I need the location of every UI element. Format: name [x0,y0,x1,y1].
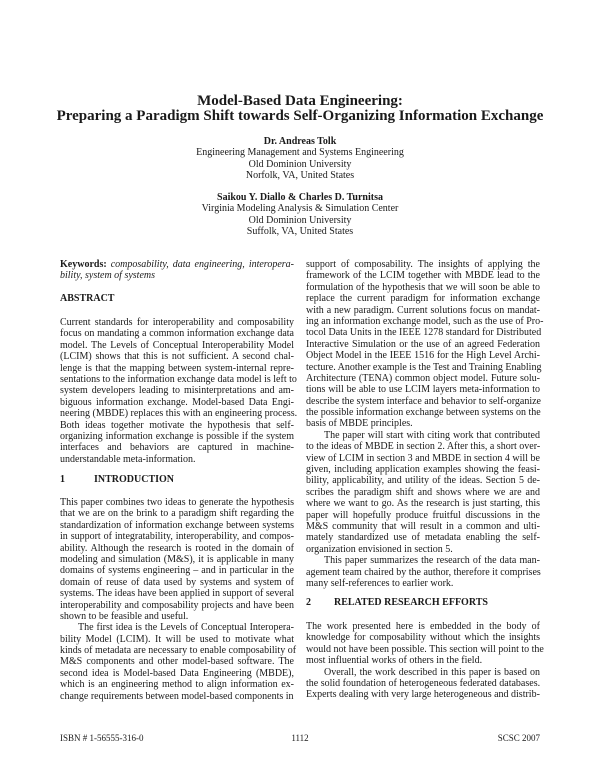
text-line: lenge is that the mapping between system-internal repre- [60,362,294,374]
text-line: This paper summarizes the research of the data man- [324,555,540,567]
section-title: RELATED RESEARCH EFFORTS [334,597,488,608]
text-line: organizing information exchange is possible if the system [60,430,294,442]
text-line: would not have been possible. This section will point to the [306,643,544,655]
text-line: M&S community that will result in a common and ulti- [306,520,540,532]
text-line: agement team chaired by the author, therefore it comprises [306,566,541,578]
keywords-text: bility, system of systems [60,270,155,282]
author-affiliation: Suffolk, VA, United States [246,225,354,237]
text-line: tocol Data Units in the IEEE 1278 standard for Distributed [306,327,542,339]
text-line: Experts dealing with very large heterogeneous and distrib- [306,689,540,701]
text-line: that we are on the brink to a paradigm shift regarding the [60,508,294,520]
abstract-heading: ABSTRACT [60,293,115,304]
text-line: neering (MBDE) replaces this with an engineering process. [60,408,298,420]
section-1-body-continued [306,259,544,589]
text-line: organization envisioned in section 5. [306,543,453,555]
text-line: which is an engineering method to align information ex- [60,679,294,691]
section-number: 1 [60,474,65,485]
section-1-heading [60,474,294,485]
text-line: focus on mandating a common information exchange data [60,328,294,340]
text-line: The paper will start with citing work that contributed [324,429,540,441]
text-line: bility Model (LCIM). It will be used to motivate what [60,633,294,645]
text-line: kinds of metadata are necessary to enable composability of [60,645,297,657]
text-line: change requirements between model-based components in [60,690,294,702]
text-line: ability. Although the research is rooted in the domain of [60,542,294,554]
author-name: Dr. Andreas Tolk [263,136,337,147]
title-line: Preparing a Paradigm Shift towards Self-Organizing Information Exchange [56,108,544,124]
section-1-body [60,497,297,702]
section-number: 2 [306,597,311,608]
text-line: in support of integratability, interoperability, and compos- [60,531,294,543]
text-line: model. The Levels of Conceptual Interoperability Model [60,339,294,351]
text-line: the solid foundation of heterogeneous federated databases. [306,677,541,689]
text-line: framework of the LCIM together with MBDE lead to the [306,270,540,282]
text-line: knowledge for composability without which the insights [306,632,540,644]
keywords-text: composability, data engineering, interopera- [110,259,294,270]
text-line: standardization of information exchange between systems [60,519,294,531]
author-affiliation: Engineering Management and Systems Engineering [196,147,404,159]
text-line: given, including application examples showing the feasi- [306,464,540,476]
text-line: the possible information exchange between systems on the [306,407,541,419]
text-line: replace the current paradigm for information exchange [306,293,540,305]
text-line: where we want to go. As the research is just starting, this [306,498,540,510]
text-line: The work presented here is embedded in the body of [306,621,540,632]
text-line: bility, applicability, and utility of the ideas. Section 5 de- [306,475,540,487]
author-affiliation: Virginia Modeling Analysis & Simulation Center [201,203,399,215]
text-line: domains of systems engineering – and in particular in the [60,565,294,577]
text-line: Overall, the work described in this paper is based on [324,666,540,678]
text-line: most influential works of others in the field. [306,655,483,667]
keywords [60,259,294,282]
text-line: tions will be able to use LCIM layers meta-information to [306,384,540,396]
text-line: Architecture (TENA) common object model. Future solu- [306,372,540,384]
text-line: formulation of the hypothesis that we will soon be able to [306,281,540,293]
text-line: (LCIM) shows that this is not sufficient. A second chal- [60,351,294,363]
text-line: shown to be feasible and useful. [60,610,189,622]
section-title: INTRODUCTION [94,474,175,485]
text-line: Current standards for interoperability and composability [60,317,294,328]
footer-conference: SCSC 2007 [497,733,540,743]
text-line: describe the system interface and behavior to self-organize [306,395,541,407]
text-line: view of LCIM in section 3 and MBDE in section 4 will be [306,452,540,464]
text-line: interfaces and behaviors are captured in machine- [60,442,294,454]
text-line: basis of MBDE principles. [306,418,413,430]
paper-title [0,94,600,124]
text-line: mately standardized use of metadata enabling the self- [306,532,540,544]
text-line: tecture. Another example is the Test and Training Enabling [306,361,542,373]
text-line: many self-references to earlier work. [306,577,454,589]
text-line: This paper combines two ideas to generate the hypothesis [60,497,294,508]
text-line: ing an information exchange model, such as the use of Pro- [306,315,544,327]
text-line: system developers leading to misinterpretations and am- [60,385,294,397]
text-line: Object Model in the IEEE 1516 for the High Level Archi- [306,350,540,362]
text-line: systems. The ideas have been applied in support of several [60,588,295,600]
text-line: paper will hopefully produce fruitful discussions in the [306,509,540,521]
author-name: Saikou Y. Diallo & Charles D. Turnitsa [217,192,383,203]
text-line: M&S components and other model-based software. The [60,656,294,668]
author-affiliation: Norfolk, VA, United States [245,169,355,181]
title-line: Model-Based Data Engineering: [197,93,403,109]
keywords-label: Keywords: [60,259,107,270]
author-affiliation: Old Dominion University [248,158,352,170]
text-line: biguous information exchange. Model-based Data Engi- [60,396,294,408]
footer-page-number: 1112 [291,733,309,743]
text-line: The first idea is the Levels of Conceptual Interopera- [78,622,294,634]
text-line: sentations to the information exchange data model is left to [60,373,297,385]
abstract-body [60,317,298,465]
text-line: Both ideas together motivate the hypothesis that self- [60,419,294,431]
footer-isbn: ISBN # 1-56555-316-0 [60,733,144,743]
text-line: interoperability and composability projects and have been [60,599,294,611]
author-block [0,136,600,181]
text-line: modeling and simulation (M&S), it is applicable in many [60,553,294,565]
text-line: understandable meta-information. [60,453,196,465]
section-2-body [306,621,544,701]
text-line: to the ideas of MBDE in section 2. After this, a short over- [306,441,541,453]
author-affiliation: Old Dominion University [248,214,352,226]
text-line: Interactive Simulation or the use of an agreed Federation [306,338,540,350]
text-line: with a new paradigm. Current solutions focus on mandat- [306,304,540,316]
author-block [0,192,600,237]
text-line: domain of reuse of data used by systems and system of [60,576,294,588]
text-line: second idea is Model-based Data Engineering (MBDE), [60,667,294,679]
text-line: scribes the paradigm shift and shows where we are and [306,486,540,498]
section-2-heading [306,597,540,608]
text-line: support of composability. The insights of applying the [306,259,540,270]
